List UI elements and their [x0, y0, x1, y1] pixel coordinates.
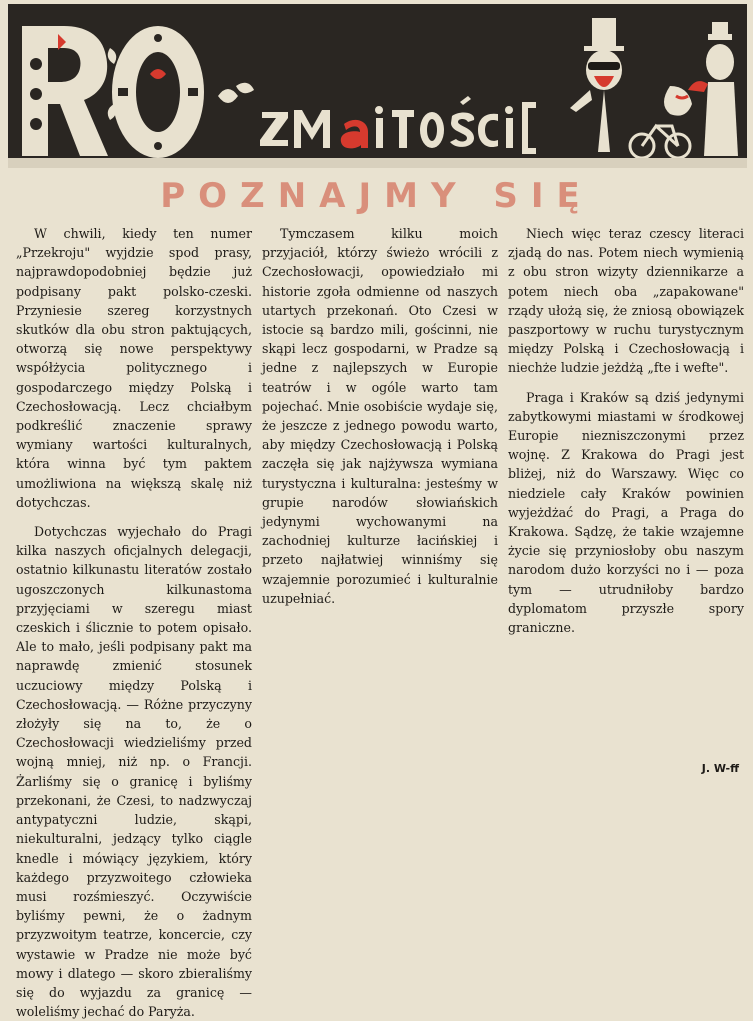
paragraph-2: Dotychczas wyjechało do Pragi kilka naszych oficjalnych delegacji, ostatnio kilkunastu literatów zostało ugoszczonych kilkunastoma przyjęciami w szeregu miast czeskich i ślicznie to potem opisało. Ale to mało, jeśli podpisany pakt ma naprawdę zmienić stosunek uczuciowy między Polską i Czechosłowacją. — Różne przyczyny złożyły się na to, że o Czechosłowacji wiedzieliśmy przed wojną mniej, niż np. o Francji. Żarliśmy się o granicę i byliśmy przekonani, że Czesi, to nadzwyczaj antypatyczni ludzie, skąpi, niekulturalni, jedzący tylko ciągle knedle i mówiący językiem, który każdego przyzwoitego człowieka musi rozśmieszyć. Oczywiście byliśmy pewni, że o żadnym przyzwoitym teatrze, koncercie, czy wystawie w Pradze nie może być mowy i dlatego — skoro zbieraliśmy się do wyjazdu za granicę — woleliśmy jechać do Paryża.: [16, 524, 252, 1020]
bicycle-icon: [630, 126, 690, 158]
banner-lettering: [260, 96, 536, 154]
letter-r-ornament: [22, 26, 108, 156]
banner-bottom-strip: [8, 158, 747, 168]
paragraph-1: W chwili, kiedy ten numer „Przekroju" wyjdzie spod prasy, najprawdopodobniej będzie już podpisany pakt polsko-czeski. Przyniesie szereg korzystnych skutków dla obu stron paktujących, otworzą się nowe perspektywy współżycia politycznego i gospodarczego między Polską i Czechosłowacją. Lecz chciałbym podkreślić znaczenie sprawy wymiany wartości kulturalnych, która winna być tym paktem umożliwiona na większą skalę niż dotychczas.: [16, 226, 252, 510]
author-signature: J. W-ff: [701, 762, 739, 775]
header-banner: [8, 4, 747, 168]
column-1: [16, 224, 252, 1020]
paragraph-4: Niech więc teraz czescy literaci zjadą do nas. Potem niech wymienią z obu stron wizyty dziennikarze a potem niech oba „zapakowane" rządy ułożą się, że zniosą obowiązek paszportowy w ruchu turystycznym między Polską i Czechosłowacją i niechże ludzie jeżdżą „fte i wefte".: [508, 226, 744, 376]
banner-illustration: [8, 4, 747, 168]
article-title: POZNAJMY SIĘ: [160, 176, 593, 216]
figure-man-with-hat: [570, 18, 624, 152]
column-3: [508, 224, 744, 784]
column-2: [262, 224, 498, 784]
paragraph-5: Praga i Kraków są dziś jedynymi zabytkowymi miastami w środkowej Europie niezniszczonymi przez wojnę. Z Krakowa do Pragi jest bliżej, niż do Warszawy. Więc co niedziele cały Kraków powinien wyjeżdżać do Pragi, a Praga do Krakowa. Sądzę, że takie wzajemne życie się przyniosłoby obu naszym narodom dużo korzyści no i — poza tym — utrudniłoby bardzo dyplomatom przyszłe spory graniczne.: [508, 389, 744, 636]
paragraph-3: Tymczasem kilku moich przyjaciół, którzy świeżo wrócili z Czechosłowacji, opowiedziało mi historie zgoła odmienne od naszych utartych przekonań. Oto Czesi w istocie są bardzo mili, gościnni, nie skąpi lecz gospodarni, w Pradze są jedne z najlepszych w Europie teatrów i w ogóle warto tam pojechać. Mnie osobiście wydaje się, że jeszcze z jednego powodu warto, aby między Czechosłowacją i Polską zaczęła się jak najżywsza wymiana turystyczna i kulturalna: jesteśmy w grupie narodów słowiańskich jedynymi wychowanymi na zachodniej kulturze łacińskiej i przeto najłatwiej winniśmy się wzajemnie porozumieć i kulturalnie uzupełniać.: [262, 226, 498, 606]
letter-o-ornament: [112, 26, 204, 158]
article-columns: [16, 224, 744, 1020]
